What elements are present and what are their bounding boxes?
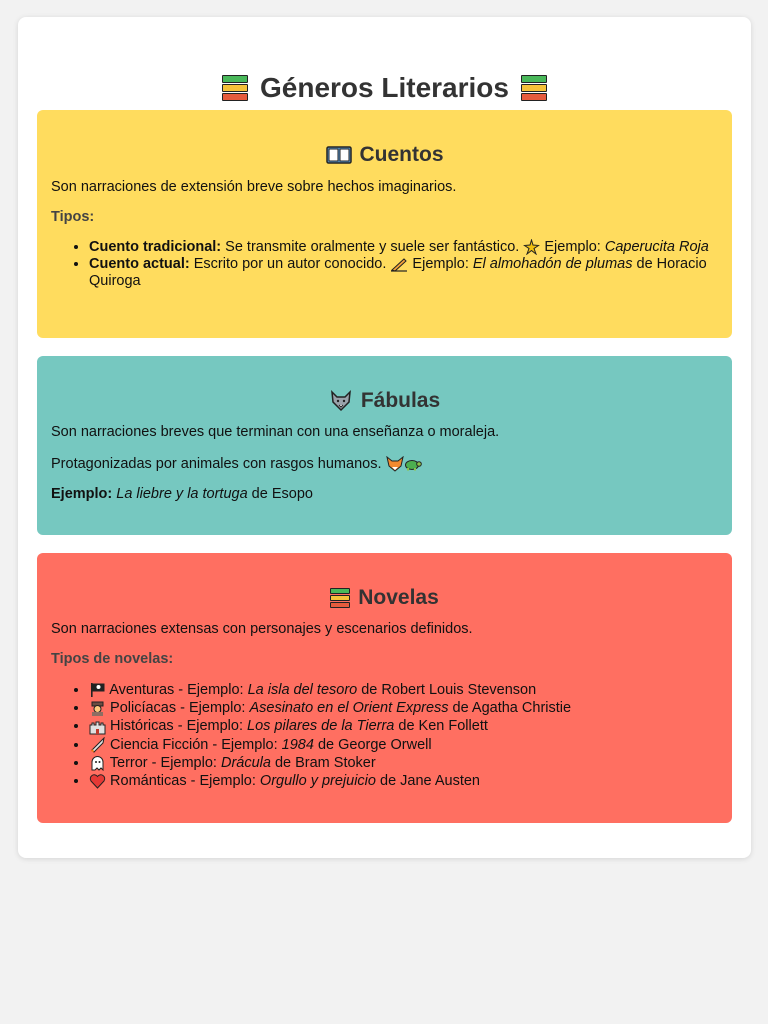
list-item (89, 717, 718, 735)
example-label: Ejemplo: (51, 486, 113, 502)
page-title (18, 72, 751, 104)
item-name: Cuento actual: (89, 256, 190, 272)
item-genre: Terror - Ejemplo: (106, 754, 221, 771)
cuentos-heading (51, 143, 718, 167)
example-title: Orgullo y prejuicio (259, 773, 376, 790)
list-item (89, 681, 718, 699)
item-genre: Históricas - Ejemplo: (106, 718, 248, 735)
main-card (18, 17, 751, 858)
fox-icon (386, 456, 404, 472)
example-author: de George Orwell (313, 736, 432, 753)
fabulas-description: Son narraciones breves que terminan con una enseñanza o moraleja. (51, 424, 500, 440)
page-title-text: Géneros Literarios (260, 72, 509, 103)
example-label: Ejemplo: (408, 256, 473, 272)
detective-icon (89, 700, 106, 716)
list-item (89, 754, 718, 772)
writing-hand-icon (390, 256, 408, 272)
novelas-types-list (51, 681, 718, 790)
turtle-icon (404, 457, 422, 471)
list-item (89, 736, 718, 754)
example-author: de Robert Louis Stevenson (357, 682, 537, 698)
example-title: Asesinato en el Orient Express (249, 700, 449, 717)
section-novelas (37, 553, 732, 823)
example-title: La isla del tesoro (247, 682, 358, 698)
books-icon (222, 75, 248, 101)
novelas-description: Son narraciones extensas con personajes y escenarios definidos. (51, 621, 473, 637)
novelas-heading (51, 586, 718, 610)
example-author: de Bram Stoker (270, 754, 376, 771)
cuentos-description: Son narraciones de extensión breve sobre hechos imaginarios. (51, 179, 457, 195)
heart-icon (89, 773, 106, 789)
item-genre: Ciencia Ficción - Ejemplo: (106, 736, 282, 753)
example-title: Caperucita Roja (604, 239, 709, 255)
example-author: de Horacio Quiroga (89, 256, 707, 289)
item-genre: Románticas - Ejemplo: (106, 773, 260, 790)
section-cuentos (37, 110, 732, 338)
fabulas-heading (51, 389, 718, 413)
example-author: de Jane Austen (375, 773, 480, 790)
fabulas-protagonists (51, 455, 718, 473)
wolf-icon (329, 389, 353, 413)
cuentos-heading-text: Cuentos (359, 143, 444, 166)
list-item (89, 772, 718, 790)
item-name: Cuento tradicional: (89, 239, 222, 255)
rocket-icon (89, 737, 106, 753)
example-author: de Ken Follett (394, 718, 488, 735)
example-title: Drácula (220, 754, 271, 771)
section-fabulas (37, 356, 732, 535)
fabulas-heading-text: Fábulas (360, 389, 441, 412)
list-item (89, 239, 718, 256)
example-title: El almohadón de plumas (472, 256, 633, 272)
example-title: Los pilares de la Tierra (247, 718, 395, 735)
novelas-heading-text: Novelas (358, 586, 439, 609)
books-icon (330, 588, 350, 608)
item-genre: Policíacas - Ejemplo: (106, 700, 250, 717)
ghost-icon (89, 755, 106, 771)
example-title: La liebre y la tortuga (116, 486, 248, 502)
example-label: Ejemplo: (540, 239, 605, 255)
cuentos-types-label: Tipos: (51, 209, 95, 225)
fabulas-example (51, 485, 718, 503)
list-item (89, 256, 718, 290)
protagonists-text: Protagonizadas por animales con rasgos humanos. (51, 456, 382, 472)
open-book-icon (326, 145, 352, 165)
sparkle-icon (523, 239, 540, 255)
example-author: de Esopo (247, 486, 313, 502)
list-item (89, 699, 718, 717)
pirate-flag-icon (89, 682, 106, 698)
example-author: de Agatha Christie (448, 700, 572, 717)
example-title: 1984 (281, 736, 314, 753)
item-text: Se transmite oralmente y suele ser fantástico. (221, 239, 524, 255)
cuentos-types-list (51, 239, 718, 290)
novelas-types-label: Tipos de novelas: (51, 651, 174, 667)
books-icon (521, 75, 547, 101)
item-text: Escrito por un autor conocido. (189, 256, 391, 272)
item-genre: Aventuras - Ejemplo: (106, 682, 248, 698)
castle-icon (89, 719, 106, 735)
